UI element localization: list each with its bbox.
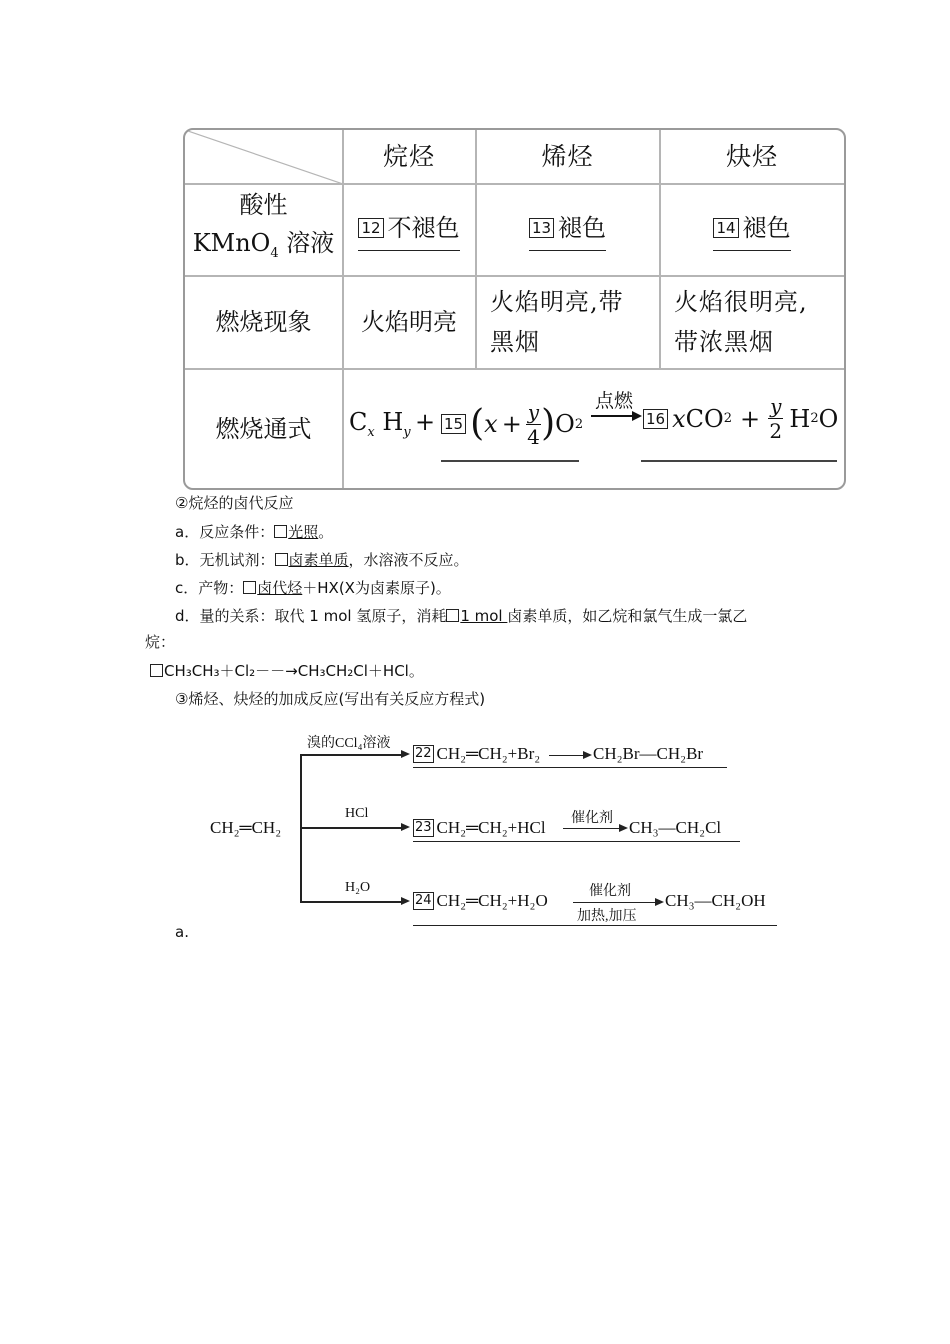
cell-alkyne-kmno4 bbox=[660, 184, 844, 275]
header-diagonal bbox=[185, 130, 343, 184]
formula-reactant: $C_x$ $H_y$ bbox=[349, 408, 411, 440]
section-heading-halogenation: ②烷烃的卤代反应 bbox=[175, 494, 294, 512]
text-line-a: a．反应条件： 光照。 bbox=[175, 523, 334, 541]
formula-oxygen-term: 15 ( x + $\frac{y}{4}$ ) O 2 bbox=[441, 394, 583, 454]
cell-alkane-kmno4 bbox=[343, 184, 475, 275]
answer-underline-24 bbox=[413, 925, 777, 926]
formula-product: 16 x CO 2 + $\frac{y}{2}$ H 2 O bbox=[643, 394, 838, 443]
equation-arrow-head bbox=[583, 751, 592, 759]
branch-arrow-head bbox=[401, 823, 410, 831]
blank-box bbox=[446, 609, 459, 622]
row-label-formula: 燃烧通式 bbox=[215, 414, 312, 443]
answer-underline-15 bbox=[441, 460, 579, 462]
condition-ignite: 点燃 bbox=[595, 390, 634, 412]
number-badge: 16 bbox=[643, 409, 668, 429]
number-badge: 13 bbox=[529, 218, 554, 238]
header-alkyne: 炔烃 bbox=[725, 142, 778, 171]
branch-line bbox=[300, 901, 403, 903]
answer-blank: 12 不褪色 bbox=[358, 208, 459, 251]
blank-box bbox=[274, 525, 287, 538]
text-line-d-cont: 烷： bbox=[145, 633, 176, 651]
equation-hydrochlorination: 23 CH₂═CH₂+HCl bbox=[415, 818, 546, 837]
number-badge: 22 bbox=[415, 746, 432, 761]
cell-alkyne-combustion: 火焰很明亮, 带浓黑烟 bbox=[674, 288, 808, 356]
formula-plus: + bbox=[415, 408, 436, 436]
equation-arrow-head bbox=[619, 824, 628, 832]
number-badge: 24 bbox=[415, 893, 432, 908]
start-compound: CH₂═CH₂ bbox=[210, 818, 282, 837]
comparison-table bbox=[183, 128, 846, 490]
equation-arrow bbox=[563, 828, 621, 829]
condition-catalyst: 催化剂 bbox=[589, 884, 631, 899]
branch-line bbox=[300, 754, 403, 756]
reagent-br2: 溴的CCl₄溶液 bbox=[307, 736, 391, 751]
text-line-c: c．产物： 卤代烃＋HX(X为卤素原子)。 bbox=[175, 579, 451, 597]
answer-blank: 14 褪色 bbox=[713, 208, 790, 251]
cell-alkene-kmno4 bbox=[476, 184, 659, 275]
text-line-a-label: a. bbox=[175, 923, 189, 941]
equation-arrow bbox=[549, 755, 585, 756]
reaction-arrow bbox=[591, 415, 635, 417]
branch-line bbox=[300, 827, 403, 829]
product-dibromoethane: CH₂Br—CH₂Br bbox=[593, 744, 704, 763]
row-label-combustion: 燃烧现象 bbox=[215, 308, 312, 336]
number-badge: 15 bbox=[441, 414, 466, 434]
answer-blank: 13 褪色 bbox=[529, 208, 606, 251]
header-alkene: 烯烃 bbox=[541, 142, 594, 171]
condition-catalyst: 催化剂 bbox=[571, 811, 613, 826]
answer-underline-23 bbox=[413, 841, 740, 842]
blank-box bbox=[150, 664, 163, 677]
equation-bromination: 22 CH₂═CH₂+Br₂ bbox=[415, 744, 541, 763]
cell-alkane-combustion: 火焰明亮 bbox=[361, 308, 457, 336]
header-alkane: 烷烃 bbox=[382, 142, 435, 171]
text-line-b: b．无机试剂： 卤素单质，水溶液不反应。 bbox=[175, 551, 469, 569]
reagent-h2o: H₂O bbox=[345, 880, 371, 895]
fraction-y-over-2: $\frac{y}{2}$ bbox=[769, 394, 783, 443]
section-heading-addition: ③烯烃、炔烃的加成反应(写出有关反应方程式) bbox=[175, 690, 486, 708]
equation-hydration: 24 CH₂═CH₂+H₂O bbox=[415, 891, 548, 910]
text-line-equation: CH₃CH₃＋Cl₂－－→CH₃CH₂Cl＋HCl。 bbox=[150, 660, 424, 682]
number-badge: 14 bbox=[713, 218, 738, 238]
branch-arrow-head bbox=[401, 750, 410, 758]
row-label-line1: 酸性 bbox=[239, 191, 288, 220]
answer-underline-16 bbox=[641, 460, 837, 462]
reagent-hcl: HCl bbox=[345, 806, 369, 821]
row-label-kmno4 bbox=[185, 184, 342, 275]
equation-arrow bbox=[573, 902, 657, 903]
reaction-arrow-head bbox=[632, 411, 642, 421]
blank-box bbox=[243, 581, 256, 594]
row-label-line2: KMnO$_4$ 溶液 bbox=[192, 229, 335, 261]
fraction-y-over-4: $\frac{y}{4}$ bbox=[527, 399, 540, 449]
cell-alkene-combustion: 火焰明亮,带 黑烟 bbox=[490, 288, 624, 356]
number-badge: 12 bbox=[358, 218, 383, 238]
branch-arrow-head bbox=[401, 897, 410, 905]
number-badge: 23 bbox=[415, 820, 432, 835]
equation-arrow-head bbox=[655, 898, 664, 906]
blank-box bbox=[275, 553, 288, 566]
product-chloroethane: CH₃—CH₂Cl bbox=[629, 818, 722, 837]
addition-reaction-diagram bbox=[195, 714, 785, 934]
answer-underline-22 bbox=[413, 767, 727, 768]
combustion-general-formula bbox=[343, 368, 843, 486]
product-ethanol: CH₃—CH₂OH bbox=[665, 891, 766, 910]
condition-heat-pressure: 加热,加压 bbox=[577, 909, 637, 924]
text-line-d: d．量的关系：取代 1 mol 氢原子，消耗 1 mol 卤素单质，如乙烷和氯气生成一氯乙 bbox=[175, 607, 748, 625]
